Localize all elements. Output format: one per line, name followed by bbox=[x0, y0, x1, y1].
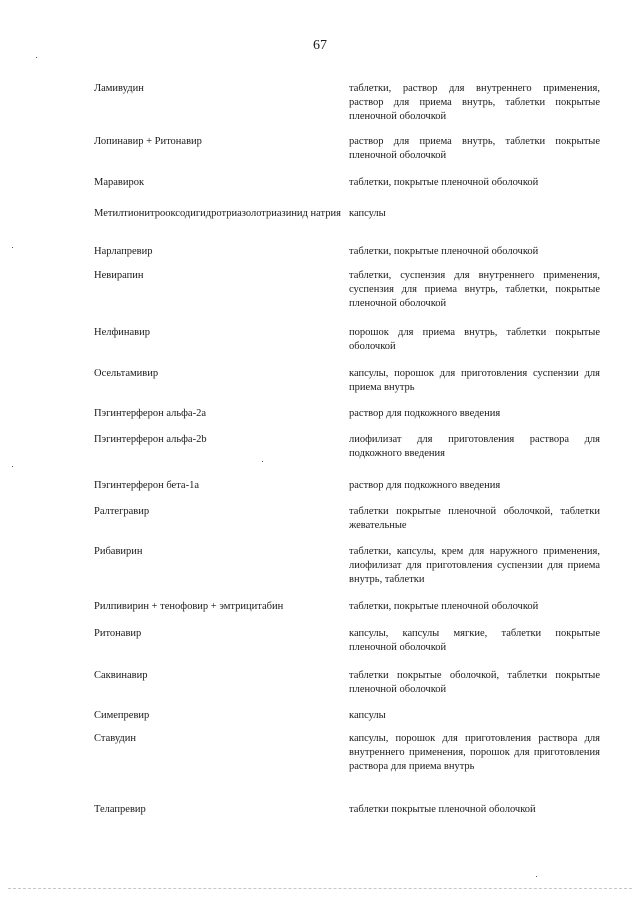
dosage-form: капсулы, порошок для приготовления суспензии для приема внутрь bbox=[349, 368, 600, 393]
dosage-form: капсулы, капсулы мягкие, таблетки покрытые пленочной оболочкой bbox=[349, 628, 600, 653]
drug-name: Саквинавир bbox=[94, 670, 148, 681]
scan-speck bbox=[262, 461, 263, 462]
dosage-form: таблетки, покрытые пленочной оболочкой bbox=[349, 601, 539, 612]
dosage-form: раствор для приема внутрь, таблетки покрытые пленочной оболочкой bbox=[349, 136, 600, 161]
dosage-form: таблетки покрытые оболочкой, таблетки покрытые пленочной оболочкой bbox=[349, 670, 600, 695]
drug-name: Пэгинтерферон бета-1а bbox=[94, 480, 199, 491]
drug-name: Симепревир bbox=[94, 710, 150, 721]
drug-name: Ставудин bbox=[94, 733, 137, 744]
dosage-form: таблетки, капсулы, крем для наружного применения, лиофилизат для приготовления суспензии для приема внутрь, таблетки bbox=[349, 546, 600, 585]
drug-name: Рибавирин bbox=[94, 546, 143, 557]
dosage-form: порошок для приема внутрь, таблетки покрытые оболочкой bbox=[349, 327, 600, 352]
scan-speck bbox=[12, 466, 13, 467]
drug-name: Ритонавир bbox=[94, 628, 142, 639]
dosage-form: таблетки покрытые пленочной оболочкой bbox=[349, 804, 536, 815]
drug-name: Телапревир bbox=[94, 804, 146, 815]
drug-name: Осельтамивир bbox=[94, 368, 159, 379]
dosage-form: раствор для подкожного введения bbox=[349, 480, 501, 491]
scan-speck bbox=[36, 57, 37, 58]
dosage-form: таблетки, покрытые пленочной оболочкой bbox=[349, 246, 539, 257]
dosage-form: раствор для подкожного введения bbox=[349, 408, 501, 419]
scan-speck bbox=[12, 247, 13, 248]
dosage-form: капсулы, порошок для приготовления раствора для внутреннего применения, порошок для приготовления раствора для приема внутрь bbox=[349, 733, 600, 772]
bottom-scan-line bbox=[8, 888, 632, 889]
drug-name: Ралтегравир bbox=[94, 506, 150, 517]
drug-name: Рилпивирин + тенофовир + эмтрицитабин bbox=[94, 601, 284, 612]
dosage-form: таблетки покрытые пленочной оболочкой, таблетки жевательные bbox=[349, 506, 600, 531]
drug-name: Маравирок bbox=[94, 177, 145, 188]
scan-speck bbox=[536, 876, 537, 877]
drug-name: Нелфинавир bbox=[94, 327, 151, 338]
drug-name: Пэгинтерферон альфа-2а bbox=[94, 408, 206, 419]
drug-name: Метилтионитрооксодигидротриазолотриазинид натрия bbox=[94, 208, 341, 219]
page-number: 67 bbox=[313, 38, 327, 53]
dosage-form: таблетки, раствор для внутреннего применения, раствор для приема внутрь, таблетки покрытые пленочной оболочкой bbox=[349, 83, 600, 122]
dosage-form: капсулы bbox=[349, 208, 386, 219]
dosage-form: таблетки, покрытые пленочной оболочкой bbox=[349, 177, 539, 188]
drug-name: Нарлапревир bbox=[94, 246, 153, 257]
dosage-form: лиофилизат для приготовления раствора для подкожного введения bbox=[349, 434, 600, 459]
dosage-form: капсулы bbox=[349, 710, 386, 721]
drug-name: Лопинавир + Ритонавир bbox=[94, 136, 202, 147]
drug-name: Невирапин bbox=[94, 270, 144, 281]
drug-name: Ламивудин bbox=[94, 83, 144, 94]
drug-name: Пэгинтерферон альфа-2b bbox=[94, 434, 207, 445]
dosage-form: таблетки, суспензия для внутреннего применения, суспензия для приема внутрь, таблетки, покрытые пленочной оболочкой bbox=[349, 270, 600, 309]
